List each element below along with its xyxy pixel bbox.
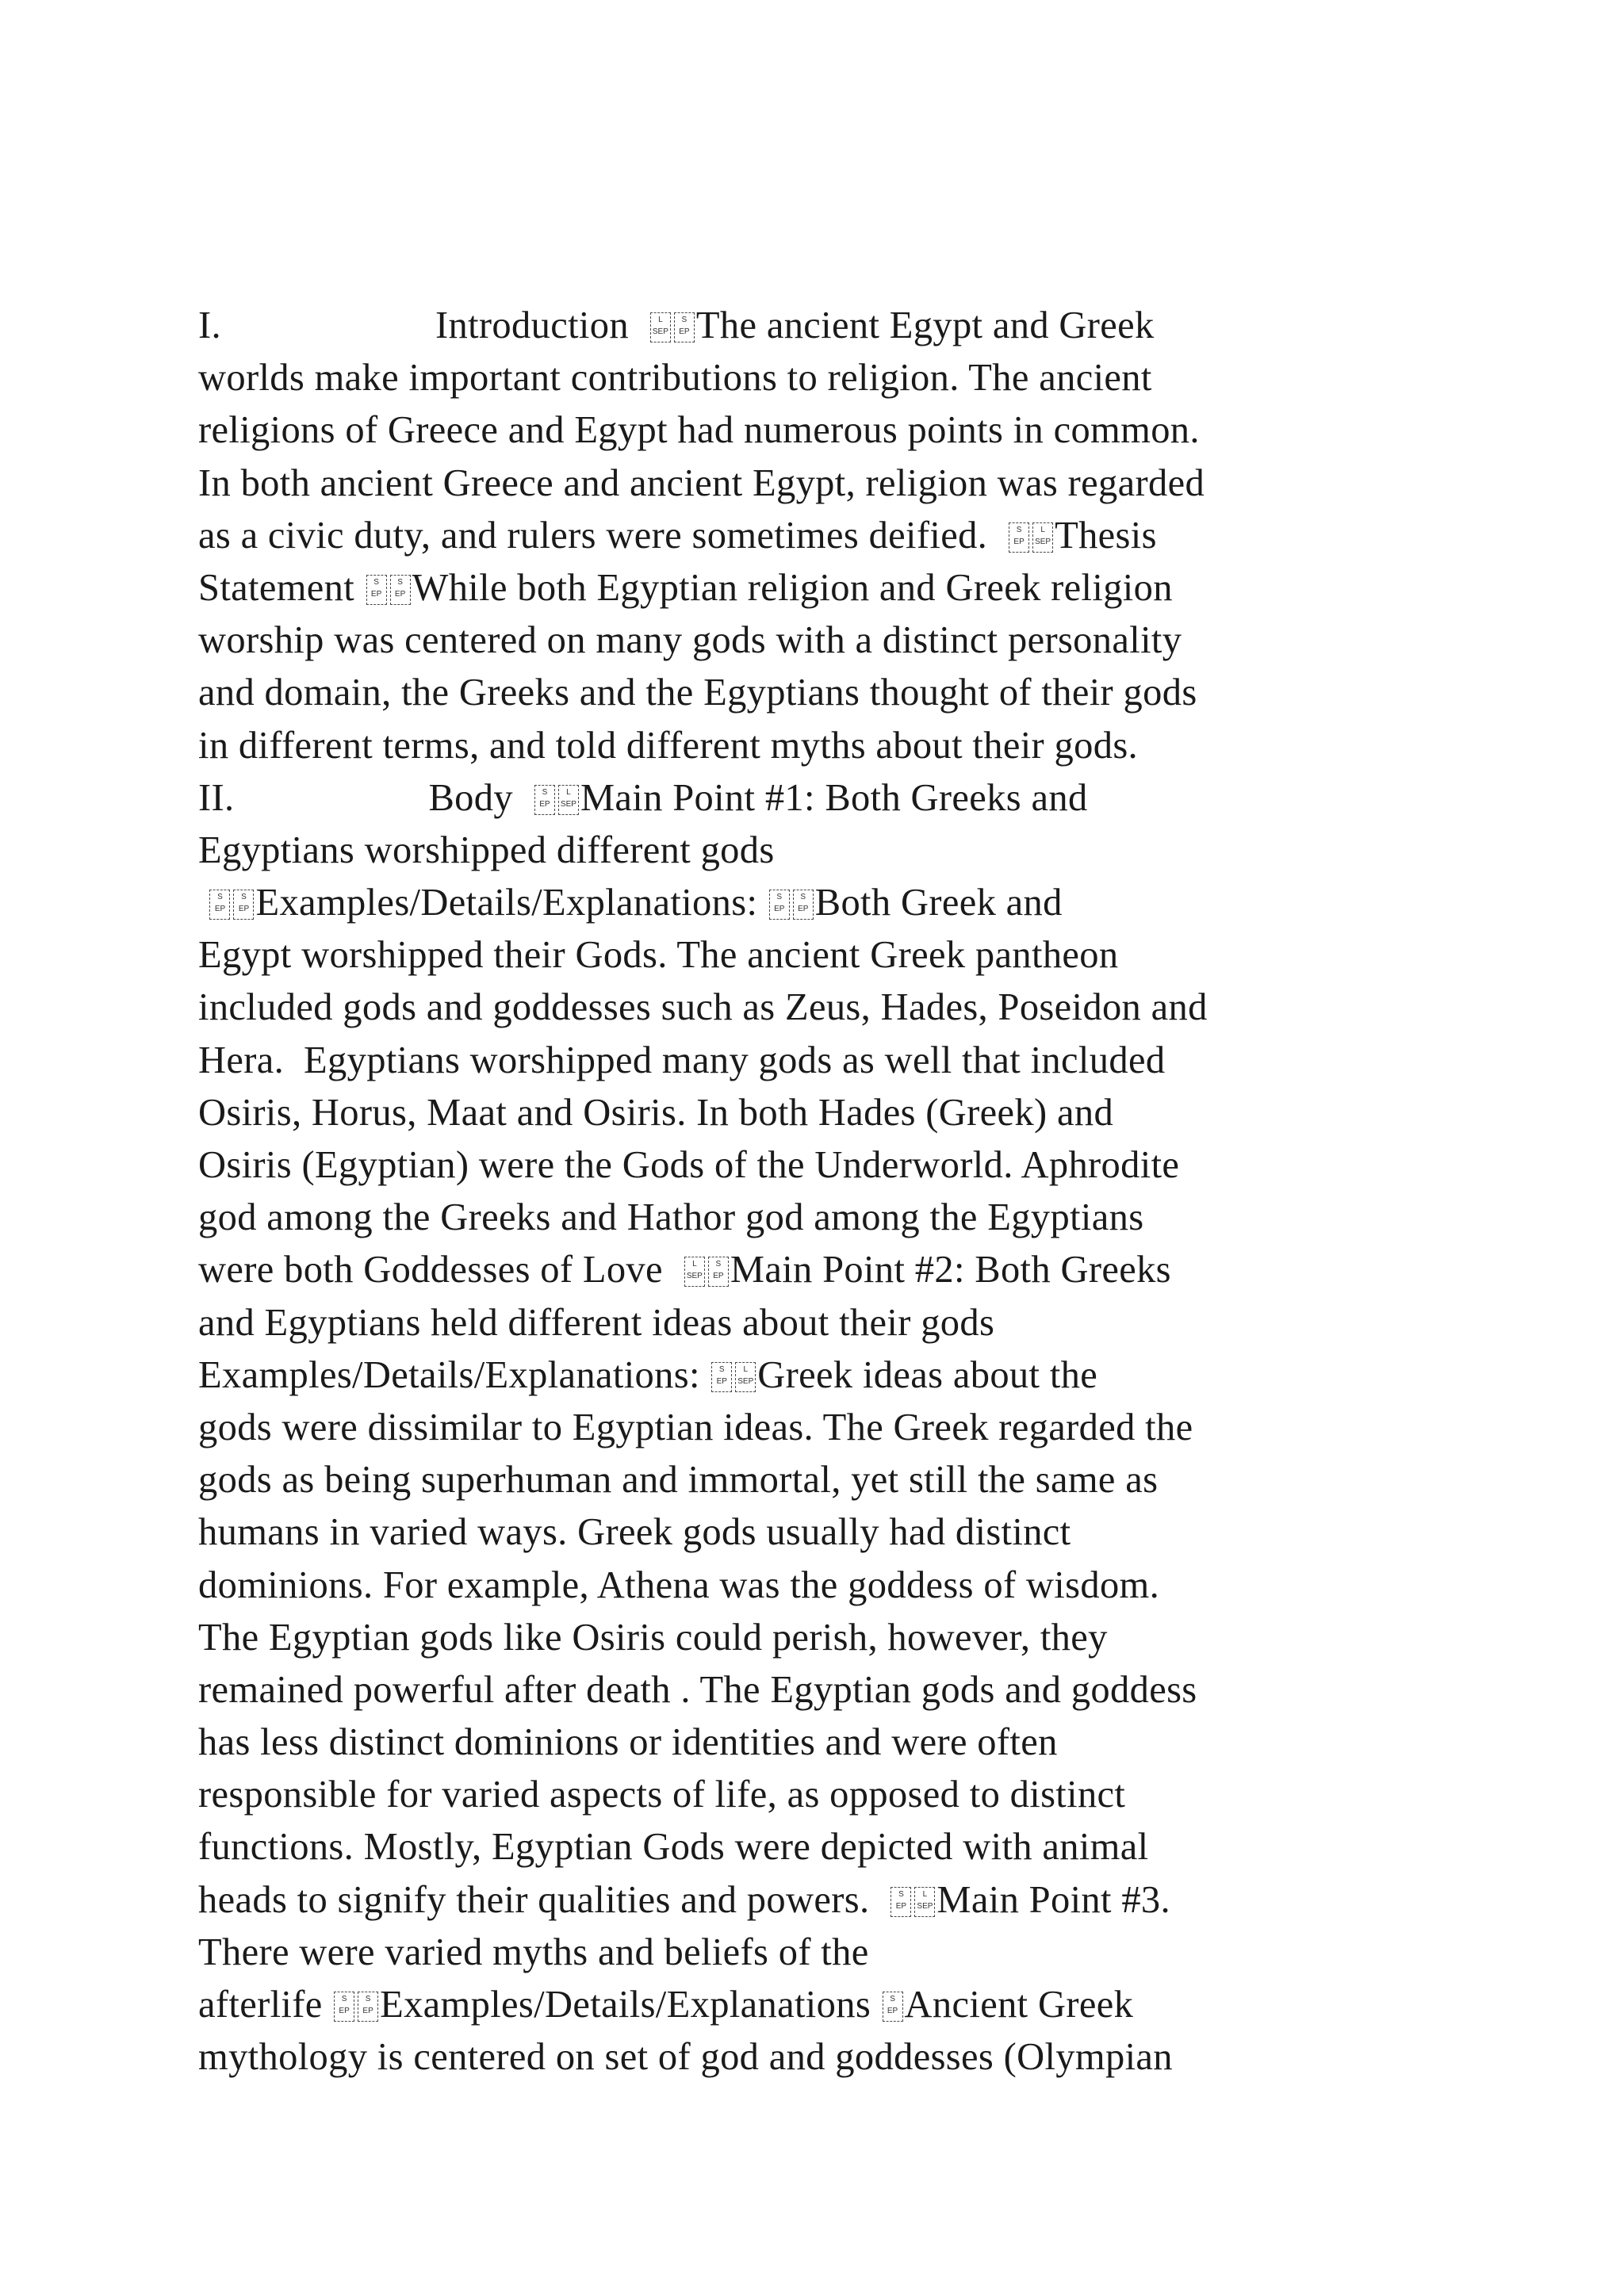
text-line: and domain, the Greeks and the Egyptians thought of their gods (198, 672, 1197, 714)
text-line: has less distinct dominions or identities and were often (198, 1721, 1058, 1764)
text-line: worlds make important contributions to religion. The ancient (198, 357, 1152, 400)
separator-glyph-icon (334, 1992, 354, 2022)
text-line: Egypt worshipped their Gods. The ancient Greek pantheon (198, 934, 1119, 977)
separator-glyph-icon (891, 1887, 911, 1917)
text-line: responsible for varied aspects of life, as opposed to distinct (198, 1774, 1126, 1816)
text-line: dominions. For example, Athena was the goddess of wisdom. (198, 1563, 1160, 1606)
separator-glyph-icon (735, 1362, 756, 1392)
text-line: There were varied myths and beliefs of the (198, 1931, 869, 1973)
separator-glyph-icon (366, 575, 387, 605)
document-body-text (198, 300, 1467, 2084)
separator-glyph-icon (650, 312, 671, 342)
separator-glyph-icon (684, 1257, 705, 1287)
separator-glyph-icon (711, 1362, 732, 1392)
text-line: religions of Greece and Egypt had numerous points in common. (198, 409, 1200, 452)
separator-glyph-icon (883, 1992, 903, 2022)
text-line: humans in varied ways. Greek gods usually had distinct (198, 1511, 1071, 1554)
text-line: were both Goddesses of Love L SEPS EPMain Point #2: Both Greeks (198, 1244, 1467, 1296)
text-line: Osiris, Horus, Maat and Osiris. In both Hades (Greek) and (198, 1091, 1114, 1134)
separator-glyph-icon (914, 1887, 935, 1917)
text-line: god among the Greeks and Hathor god among the Egyptians (198, 1196, 1144, 1239)
text-line: In both ancient Greece and ancient Egypt, religion was regarded (198, 461, 1205, 504)
text-line: II. Body S EPL SEPMain Point #1: Both Greeks and (198, 772, 1467, 825)
text-line: functions. Mostly, Egyptian Gods were depicted with animal (198, 1826, 1149, 1869)
separator-glyph-icon (358, 1992, 378, 2022)
separator-glyph-icon (558, 785, 579, 815)
separator-glyph-icon (1032, 522, 1053, 553)
text-line: heads to signify their qualities and powers. S EPL SEPMain Point #3. (198, 1874, 1467, 1927)
separator-glyph-icon (233, 890, 254, 920)
separator-glyph-icon (209, 890, 230, 920)
text-line: in different terms, and told different myths about their gods. (198, 724, 1139, 767)
separator-glyph-icon (534, 785, 555, 815)
text-line: afterlife S EPS EPExamples/Details/Explanations S EPAncient Greek (198, 1979, 1467, 2031)
text-line: Egyptians worshipped different gods (198, 828, 775, 871)
text-line: and Egyptians held different ideas about their gods (198, 1301, 995, 1344)
separator-glyph-icon (793, 890, 814, 920)
text-line: Examples/Details/Explanations: S EPL SEPGreek ideas about the (198, 1349, 1467, 1402)
text-line: included gods and goddesses such as Zeus, Hades, Poseidon and (198, 986, 1208, 1029)
text-line: Osiris (Egyptian) were the Gods of the Underworld. Aphrodite (198, 1144, 1180, 1186)
text-line: gods were dissimilar to Egyptian ideas. The Greek regarded the (198, 1406, 1193, 1448)
separator-glyph-icon (1009, 522, 1029, 553)
separator-glyph-icon (769, 890, 790, 920)
separator-glyph-icon (390, 575, 411, 605)
text-line: mythology is centered on set of god and goddesses (Olympian (198, 2036, 1173, 2079)
separator-glyph-icon (674, 312, 695, 342)
text-line: remained powerful after death . The Egyptian gods and goddess (198, 1668, 1197, 1711)
separator-glyph-icon (708, 1257, 729, 1287)
text-line: Statement S EPS EPWhile both Egyptian religion and Greek religion (198, 562, 1467, 614)
text-line: gods as being superhuman and immortal, yet still the same as (198, 1459, 1159, 1502)
text-line: S EPS EPExamples/Details/Explanations: S EPS EPBoth Greek and (198, 877, 1467, 929)
text-line: worship was centered on many gods with a distinct personality (198, 619, 1182, 662)
text-line: Hera. Egyptians worshipped many gods as well that included (198, 1039, 1166, 1081)
text-line: The Egyptian gods like Osiris could perish, however, they (198, 1616, 1108, 1659)
text-line: as a civic duty, and rulers were sometimes deified. S EPL SEPThesis (198, 510, 1467, 562)
text-line: I. Introduction L SEPS EPThe ancient Egypt and Greek (198, 300, 1467, 352)
